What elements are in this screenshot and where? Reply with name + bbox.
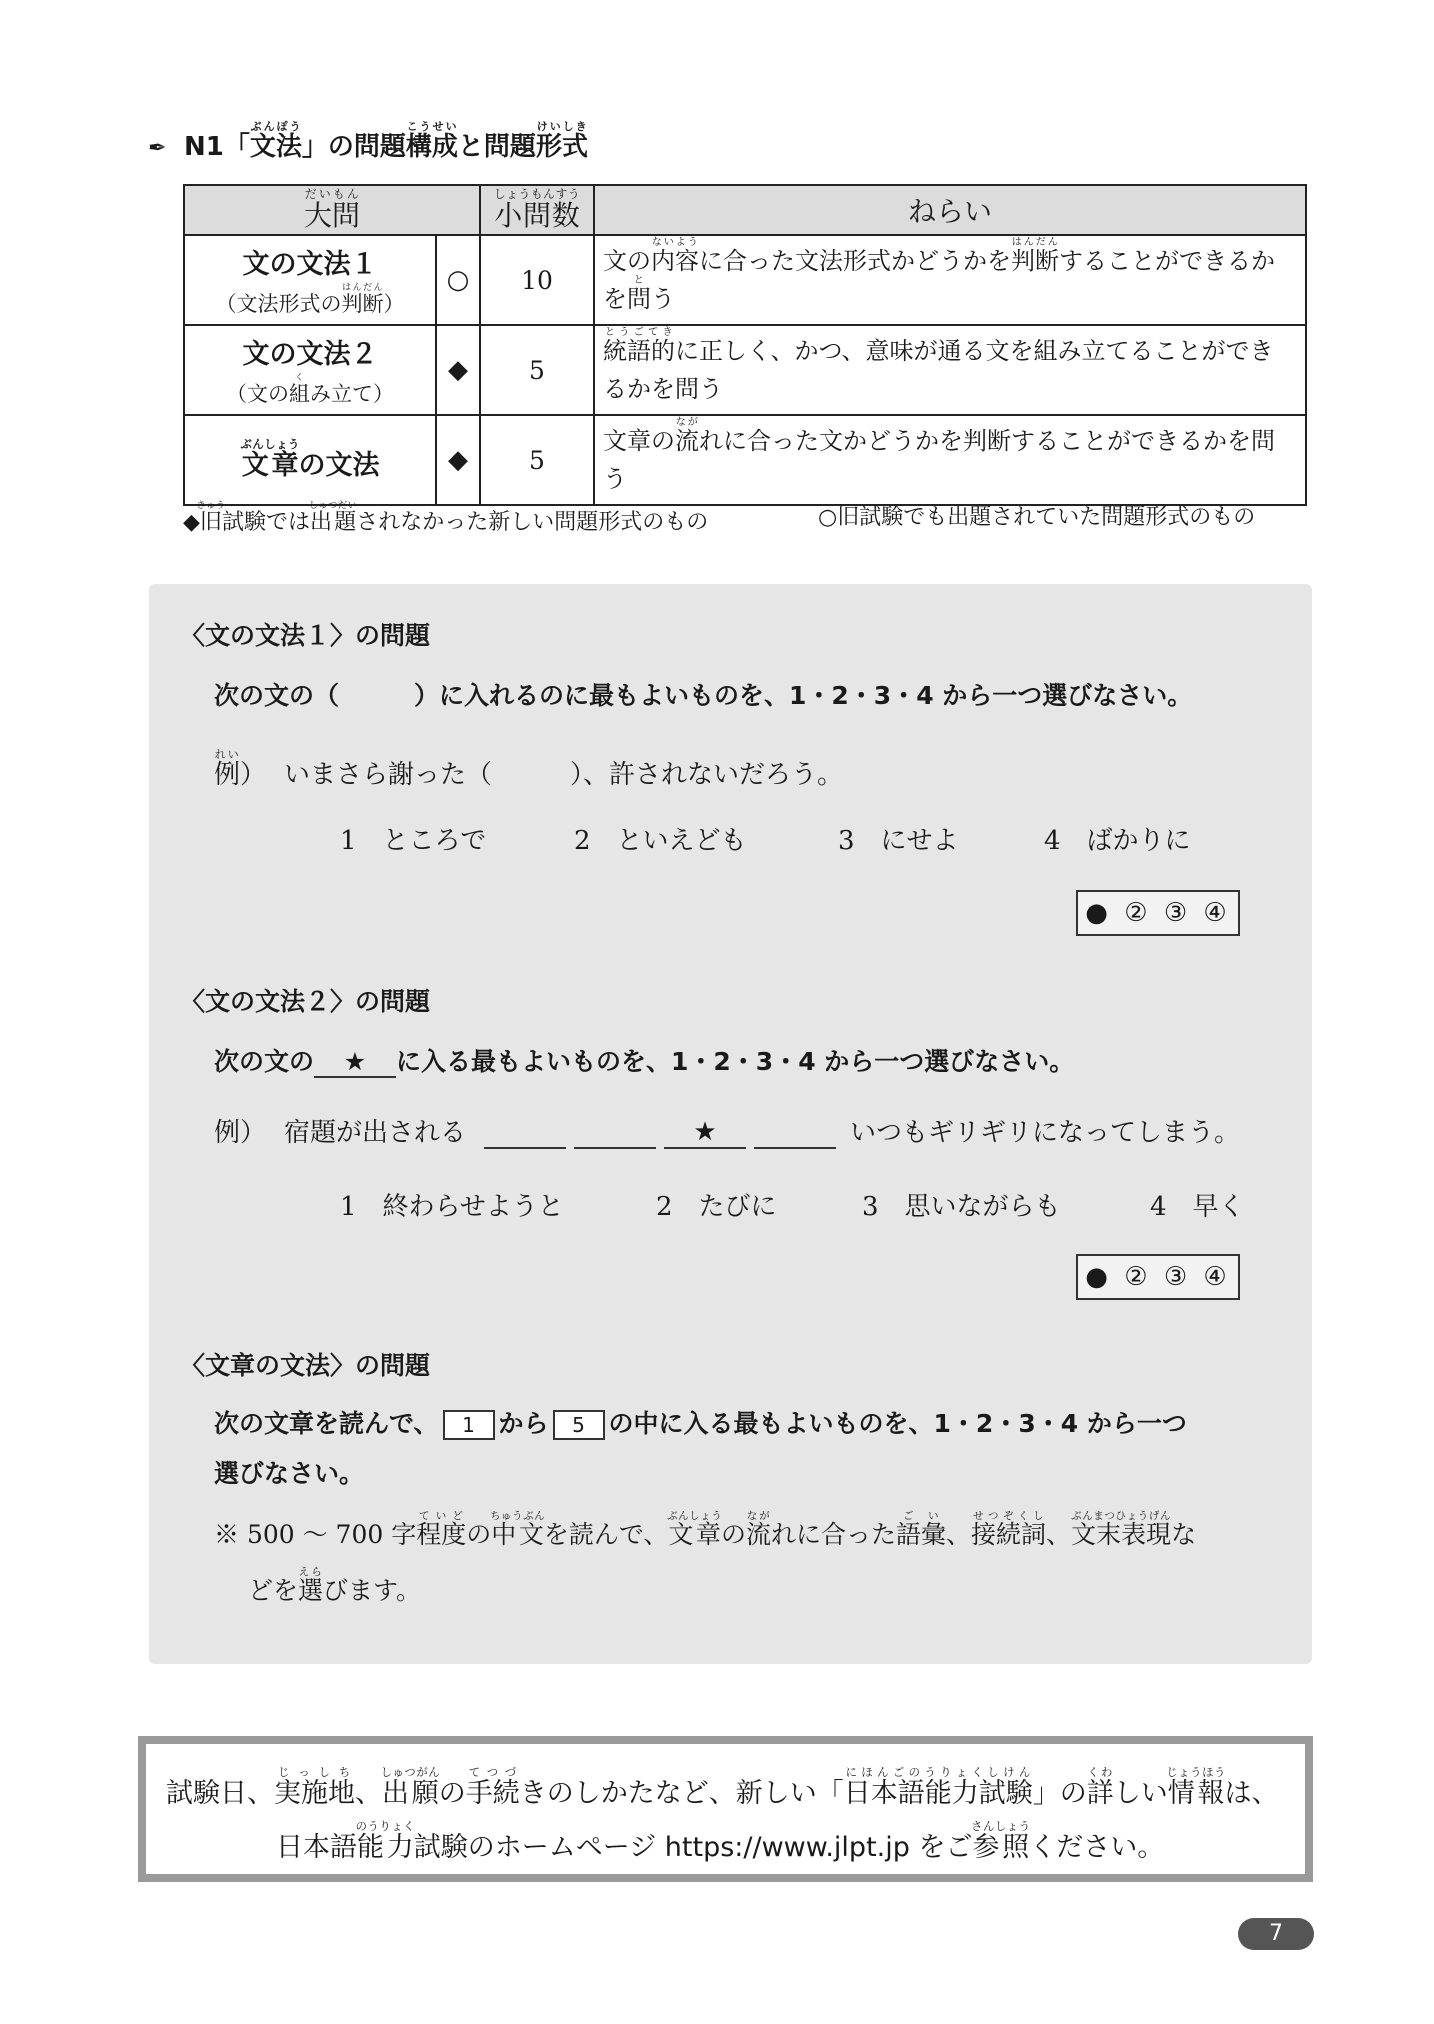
star-blank: ★ bbox=[664, 1117, 746, 1149]
row-name: 文章ぶんしょうの文法 bbox=[184, 415, 436, 505]
answer-blank bbox=[754, 1117, 836, 1149]
header-nerai: ねらい bbox=[594, 185, 1306, 235]
q2-option: 1 終わらせようと bbox=[340, 1192, 564, 1222]
answer-blank bbox=[484, 1117, 566, 1149]
table-row bbox=[184, 235, 1306, 325]
q2-heading: 〈文の文法２〉の問題 bbox=[180, 987, 431, 1016]
page-number: 7 bbox=[1238, 1918, 1314, 1950]
blank-number-box: 5 bbox=[553, 1410, 605, 1440]
q3-note-line2: どを選えらびます。 bbox=[248, 1566, 422, 1605]
q3-heading: 〈文章の文法〉の問題 bbox=[180, 1351, 431, 1380]
info-line-2: 日本語能力のうりょく試験のホームページ https://www.jlpt.jp をご参照さんしょうください。 bbox=[276, 1819, 1165, 1863]
info-line-1: 試験日、実施地じっしち、出願しゅつがんの手続てつづきのしかたなど、新しい「日本語能力試験にほんごのうりょくしけん」の詳くわしい情報じょうほうは、 bbox=[166, 1765, 1279, 1809]
row-symbol: ◆ bbox=[436, 415, 480, 505]
row-count: 5 bbox=[480, 415, 594, 505]
q2-option: 3 思いながらも bbox=[862, 1192, 1061, 1222]
q1-option: 1 ところで bbox=[340, 826, 487, 856]
q1-option: 2 といえども bbox=[574, 826, 747, 856]
star-blank: ★ bbox=[314, 1047, 396, 1078]
q1-example: 例れい） いまさら謝った（ ）、許されないだろう。 bbox=[214, 748, 844, 790]
header-daimon: 大問だいもん bbox=[184, 185, 480, 235]
q2-answer-sheet: ● ② ③ ④ bbox=[1076, 1254, 1240, 1300]
table-row bbox=[184, 415, 1306, 505]
pen-nib-icon: ✒ bbox=[148, 136, 167, 161]
q1-option: 3 にせよ bbox=[838, 826, 959, 856]
row-aim: 文の内容ないように合った文法形式かどうかを判断はんだんすることができるかを問とう bbox=[594, 235, 1306, 325]
row-name: 文の文法２ （文の組くみ立て） bbox=[184, 325, 436, 415]
header-shoumonsu: 小問数しょうもんすう bbox=[480, 185, 594, 235]
answer-blank bbox=[574, 1117, 656, 1149]
q1-option: 4 ばかりに bbox=[1044, 826, 1191, 856]
q1-answer-sheet: ● ② ③ ④ bbox=[1076, 890, 1240, 936]
structure-table bbox=[183, 184, 1307, 506]
blank-number-box: 1 bbox=[443, 1410, 495, 1440]
row-count: 5 bbox=[480, 325, 594, 415]
q1-instruction: 次の文の（ ）に入れるのに最もよいものを、1・2・3・4 から一つ選びなさい。 bbox=[214, 681, 1193, 710]
q3-instruction-line2: 選びなさい。 bbox=[214, 1459, 365, 1488]
table-row bbox=[184, 325, 1306, 415]
q3-instruction: 次の文章を読んで、 1 から 5 の中に入る最もよいものを、1・2・3・4 から一つ bbox=[214, 1409, 1187, 1438]
q2-example: 例） 宿題が出される ★ いつもギリギリになってしまう。 bbox=[214, 1117, 1241, 1148]
row-aim: 統語的とうごてきに正しく、かつ、意味が通る文を組み立てることができるかを問う bbox=[594, 325, 1306, 415]
q3-note: ※ 500 ～ 700 字程度ていどの中文ちゅうぶんを読んで、文章ぶんしょうの流ながれに合った語彙ごい、接続詞せつぞくし、文末表現ぶんまつひょうげんな bbox=[214, 1510, 1197, 1549]
section-title: ✒ N1「文法ぶんぽう」の問題構成こうせいと問題形式けいしき bbox=[148, 120, 588, 162]
legend-new: ◆旧きゅう試験では出題しゅつだいされなかった新しい問題形式のもの bbox=[183, 500, 709, 535]
row-symbol: ○ bbox=[436, 235, 480, 325]
info-box bbox=[138, 1736, 1313, 1882]
q2-instruction: 次の文の ★ に入る最もよいものを、1・2・3・4 から一つ選びなさい。 bbox=[214, 1047, 1075, 1076]
q2-option: 2 たびに bbox=[656, 1192, 777, 1222]
row-aim: 文章の流ながれに合った文かどうかを判断することができるかを問う bbox=[594, 415, 1306, 505]
q1-heading: 〈文の文法１〉の問題 bbox=[180, 621, 431, 650]
row-name: 文の文法１ （文法形式の判断はんだん） bbox=[184, 235, 436, 325]
q2-option: 4 早く bbox=[1150, 1192, 1245, 1222]
jlpt-homepage-text: 試験のホームページ https://www.jlpt.jp をご bbox=[413, 1832, 973, 1863]
table-header-row bbox=[184, 185, 1306, 235]
row-symbol: ◆ bbox=[436, 325, 480, 415]
legend-old: ○旧試験でも出題されていた問題形式のもの bbox=[818, 505, 1256, 530]
row-count: 10 bbox=[480, 235, 594, 325]
